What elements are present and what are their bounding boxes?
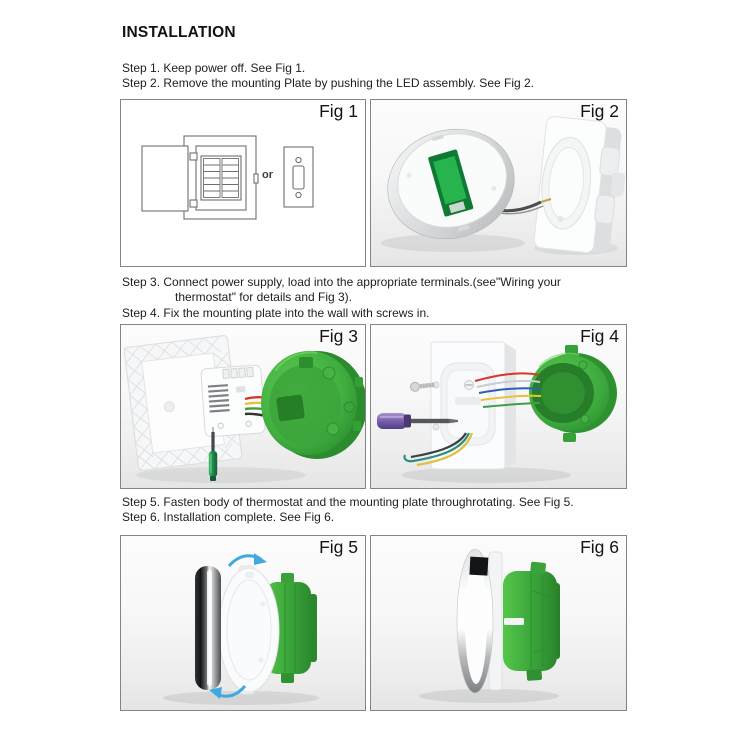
step-1-text: Step 1. Keep power off. See Fig 1. bbox=[122, 61, 306, 75]
steps-block-2 bbox=[122, 275, 561, 321]
display-side-view bbox=[195, 566, 221, 690]
fig5-rotate-fasten-render bbox=[121, 536, 365, 710]
fig6-complete-render bbox=[371, 536, 626, 710]
mounting-plate-disc bbox=[219, 566, 279, 694]
fig2-label: Fig 2 bbox=[580, 101, 619, 121]
figure-2-panel bbox=[370, 99, 627, 267]
breaker-box-drawing bbox=[142, 136, 258, 219]
steps-block-3 bbox=[122, 495, 574, 526]
figure-row-2 bbox=[120, 324, 627, 489]
fig3-wiring-render bbox=[121, 325, 365, 488]
step-4-text: Step 4. Fix the mounting plate into the wall with screws in. bbox=[122, 305, 430, 320]
step-3-text-line1: Step 3. Connect power supply, load into the appropriate terminals.(see"Wiring your bbox=[122, 275, 561, 289]
fig5-label: Fig 5 bbox=[319, 537, 358, 557]
thermostat-module bbox=[201, 365, 266, 437]
fig3-label: Fig 3 bbox=[319, 326, 358, 346]
fig1-breaker-switch-drawing bbox=[121, 100, 365, 266]
figure-6-panel bbox=[370, 535, 627, 711]
fig2-thermostat-open-render bbox=[371, 100, 626, 266]
step-3-text-line2: thermostat" for details and Fig 3). bbox=[175, 290, 353, 305]
figure-row-1 bbox=[120, 99, 627, 267]
figure-3-panel bbox=[120, 324, 366, 489]
figure-1-panel bbox=[120, 99, 366, 267]
wall-box-green-side bbox=[503, 562, 560, 681]
figure-5-panel bbox=[120, 535, 366, 711]
step-2-text: Step 2. Remove the mounting Plate by pushing the LED assembly. See Fig 2. bbox=[122, 76, 535, 91]
fig4-mounting-render bbox=[371, 325, 626, 488]
fig1-label: Fig 1 bbox=[319, 101, 358, 121]
shadow bbox=[419, 689, 559, 703]
fig4-label: Fig 4 bbox=[580, 326, 619, 346]
wall-box-green bbox=[261, 351, 365, 459]
page-title: INSTALLATION bbox=[122, 24, 236, 41]
thermostat-bezel-side bbox=[457, 549, 493, 693]
shadow bbox=[136, 467, 306, 483]
step-5-text: Step 5. Fasten body of thermostat and the mounting plate throughrotating. See Fig 5. bbox=[122, 495, 574, 509]
display-corner bbox=[469, 557, 488, 576]
figure-4-panel bbox=[370, 324, 627, 489]
figure-row-3 bbox=[120, 535, 627, 711]
or-text: or bbox=[262, 169, 273, 181]
step-6-text: Step 6. Installation complete. See Fig 6. bbox=[122, 510, 335, 525]
mounting-plate-render bbox=[533, 116, 626, 256]
wall-box-green bbox=[529, 345, 617, 442]
light-switch-drawing bbox=[284, 147, 313, 207]
fig6-label: Fig 6 bbox=[580, 537, 619, 557]
steps-block-1 bbox=[122, 61, 534, 92]
thermostat-back-disc bbox=[375, 114, 528, 253]
